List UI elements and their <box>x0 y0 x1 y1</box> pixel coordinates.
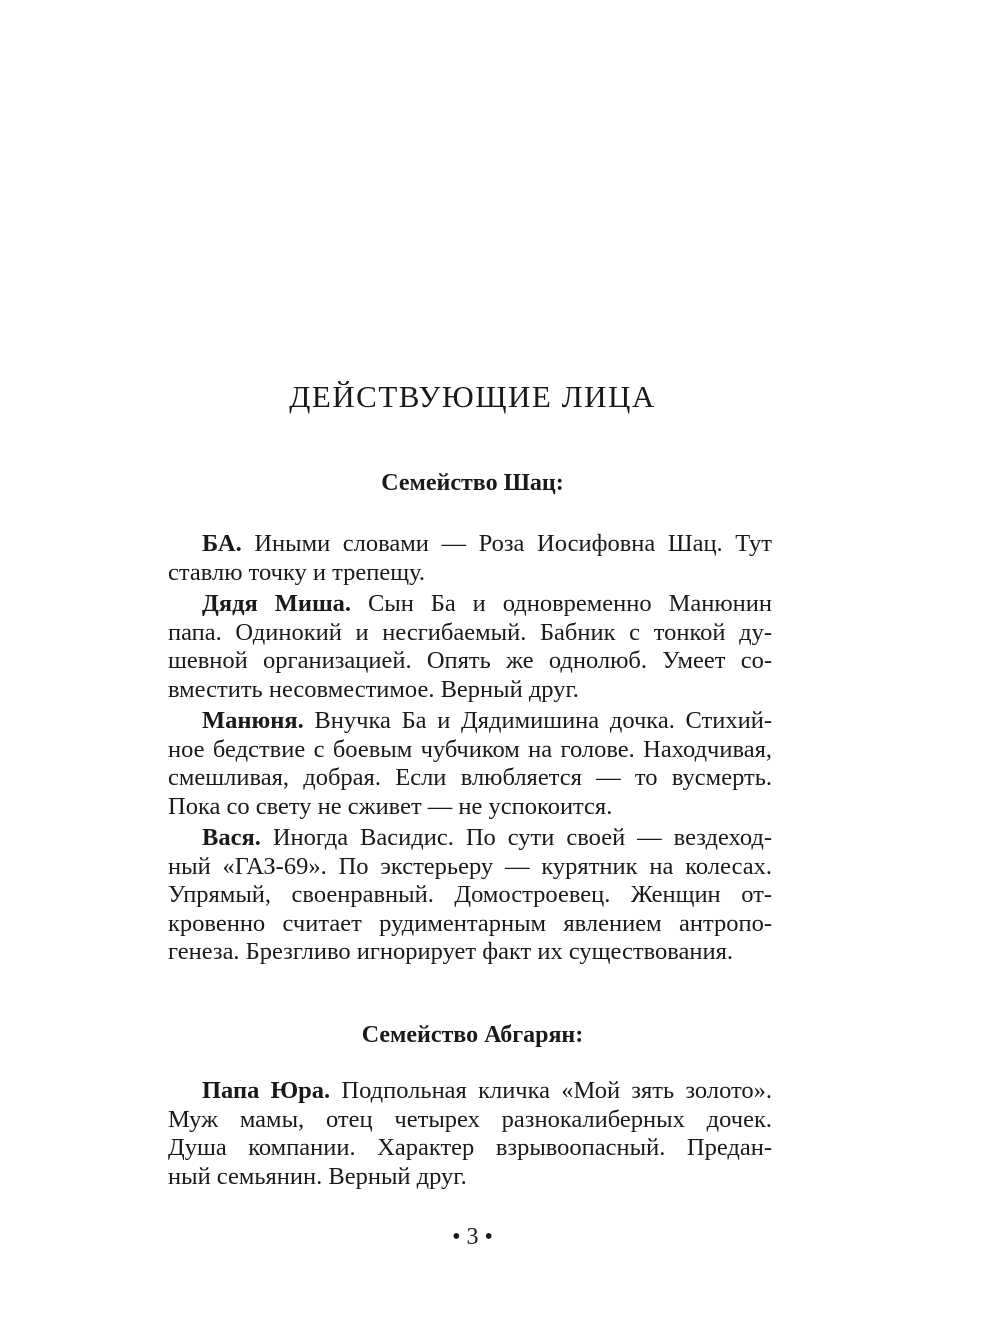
line-text: Пока со свету не сживет — не успокоится. <box>168 792 613 820</box>
character-name: Папа Юра. <box>202 1077 331 1104</box>
text-line <box>168 881 772 910</box>
text-line <box>168 824 772 853</box>
line-text: Муж мамы, отец четырех разнокалиберных дочек. <box>168 1105 772 1133</box>
line-text: ставлю точку и трепещу. <box>168 558 426 586</box>
text-line <box>168 559 772 588</box>
line-text: Упрямый, своенравный. Домостроевец. Женщин от- <box>168 881 772 908</box>
section-body-abgaryan <box>168 1077 772 1194</box>
text-line <box>168 530 772 559</box>
character-entry <box>168 590 772 704</box>
text-line <box>168 853 772 882</box>
page-title: ДЕЙСТВУЮЩИЕ ЛИЦА <box>289 378 656 414</box>
line-text: ный семьянин. Верный друг. <box>168 1162 467 1190</box>
line-text: Внучка Ба и Дядимишина дочка. Стихий- <box>303 707 772 734</box>
text-line <box>168 1134 772 1163</box>
text-line <box>168 938 772 967</box>
text-line <box>168 619 772 648</box>
text-line <box>168 1163 772 1192</box>
line-text: Иногда Васидис. По сути своей — вездеход- <box>260 824 772 851</box>
character-entry <box>168 1077 772 1191</box>
character-name: Дядя Миша. <box>202 590 351 617</box>
line-text: вместить несовместимое. Верный друг. <box>168 675 579 703</box>
line-text: ное бедствие с боевым чубчиком на голове. Находчивая, <box>168 735 772 763</box>
line-text: Душа компании. Характер взрывоопасный. Предан- <box>168 1134 772 1161</box>
text-line <box>168 736 772 765</box>
text-line <box>168 647 772 676</box>
character-name: Манюня. <box>202 707 304 734</box>
line-text: Подпольная кличка «Мой зять золото». <box>330 1077 772 1104</box>
text-line <box>168 910 772 939</box>
line-text: шевной организацией. Опять же однолюб. Умеет со- <box>168 647 772 674</box>
character-name: Вася. <box>202 824 261 851</box>
character-name: БА. <box>202 530 242 557</box>
text-line <box>168 707 772 736</box>
line-text: смешливая, добрая. Если влюбляется — то вусмерть. <box>168 764 772 791</box>
section-heading-abgaryan: Семейство Абгарян: <box>361 1022 584 1048</box>
section-heading-shatz: Семейство Шац: <box>381 470 564 496</box>
text-line <box>168 1106 772 1135</box>
text-line <box>168 764 772 793</box>
page-number: • 3 • <box>452 1224 493 1250</box>
text-line <box>168 793 772 822</box>
line-text: папа. Одинокий и несгибаемый. Бабник с тонкой ду- <box>168 618 772 646</box>
text-line <box>168 1077 772 1106</box>
text-line <box>168 590 772 619</box>
character-entry <box>168 707 772 821</box>
section-body-shatz <box>168 530 772 970</box>
character-entry <box>168 530 772 587</box>
line-text: кровенно считает рудиментарным явлением антропо- <box>168 909 772 937</box>
text-line <box>168 676 772 705</box>
line-text: генеза. Брезгливо игнорирует факт их существования. <box>168 938 733 965</box>
line-text: ный «ГАЗ-69». По экстерьеру — курятник на колесах. <box>168 852 772 880</box>
character-entry <box>168 824 772 967</box>
line-text: Иными словами — Роза Иосифовна Шац. Тут <box>241 530 772 557</box>
line-text: Сын Ба и одновременно Манюнин <box>351 590 772 617</box>
